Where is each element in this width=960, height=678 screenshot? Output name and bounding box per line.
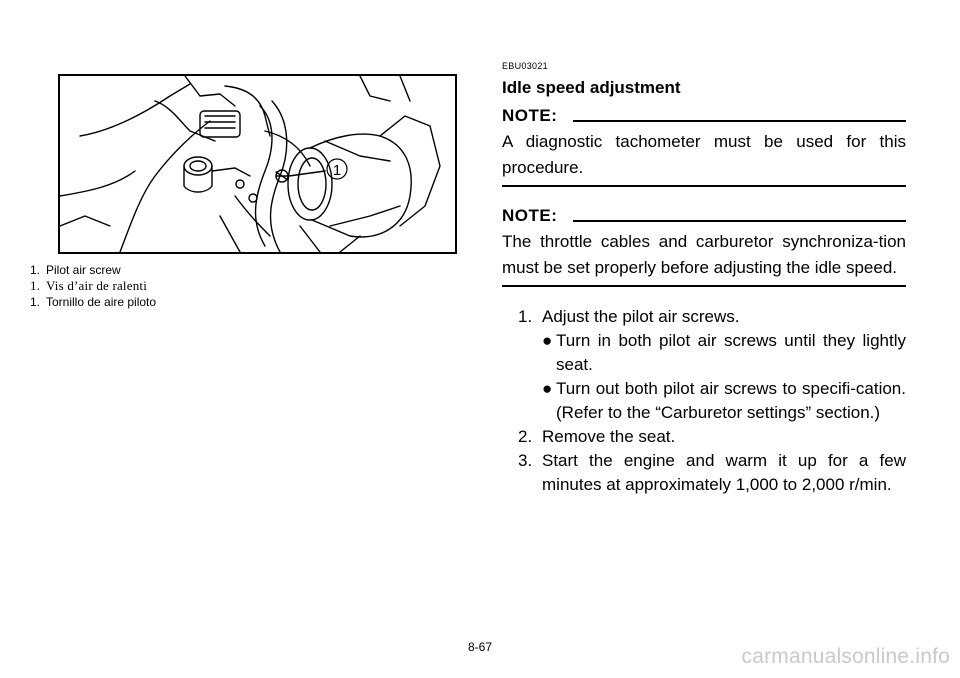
bullet-icon: ● [542, 379, 553, 398]
carburetor-drawing [60, 76, 455, 252]
note-end-rule-2 [502, 285, 906, 287]
carburetor-illustration [58, 74, 457, 254]
section-title: Idle speed adjustment [502, 78, 681, 97]
note-header-1: NOTE: [502, 101, 906, 127]
sub-step-item: ● Turn out both pilot air screws to specifi-cation. (Refer to the “Carburetor settings” section.) [518, 377, 906, 425]
watermark: carmanualsonline.info [741, 645, 950, 668]
section-code: EBU03021 [502, 61, 548, 71]
step-item: 3. Start the engine and warm it up for a few minutes at approximately 1,000 to 2,000 r/min. [518, 451, 906, 494]
note-text-2: The throttle cables and carburetor synchroniza-tion must be set properly before adjusting the idle speed. [502, 232, 906, 277]
step-item: 1. Adjust the pilot air screws. [518, 307, 740, 326]
page-number: 8-67 [467, 640, 493, 654]
bullet-icon: ● [542, 331, 553, 350]
note-rule [573, 120, 906, 122]
step-item: 2. Remove the seat. [518, 427, 676, 446]
note-text-1: A diagnostic tachometer must be used for this procedure. [502, 132, 906, 177]
procedure-column [502, 60, 906, 497]
callout-number: 1 [332, 162, 342, 179]
caption-french: 1. Vis d’air de ralenti [30, 278, 148, 293]
caption-spanish: 1. Tornillo de aire piloto [30, 295, 157, 309]
caption-english: 1. Pilot air screw [30, 263, 121, 277]
note-header-2: NOTE: [502, 201, 906, 227]
note-rule [573, 220, 906, 222]
figure-captions [30, 262, 450, 310]
procedure-steps [502, 305, 906, 497]
sub-step-item: ● Turn in both pilot air screws until they lightly seat. [518, 329, 906, 377]
